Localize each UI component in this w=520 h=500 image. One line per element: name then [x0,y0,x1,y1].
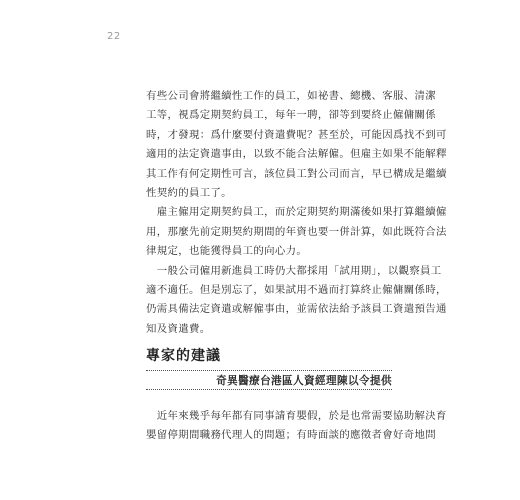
body-line: 性契約的員工了。 [146,186,232,199]
body-line: 適用的法定資遣事由，以致不能合法解僱。但雇主如果不能解釋 [146,148,447,161]
body-line: 適不適任。但是別忘了，如果試用不過而打算終止僱傭關係時， [146,283,447,296]
page-number: 22 [107,31,121,42]
body-line: 仍需具備法定資遣或解僱事由，並需依法給予該員工資遣預告通 [146,303,447,316]
dotted-divider-bottom [146,389,392,390]
dotted-divider-top [146,370,392,371]
body-text [146,87,447,339]
body-line: 律規定，也能獲得員工的向心力。 [146,245,308,258]
section-heading: 專家的建議 [146,348,221,364]
section-attribution: 奇異醫療台港區人資經理陳以令提供 [216,375,392,387]
expert-advice-text [146,407,447,446]
advice-line: 嬰留停期間職務代理人的問題；有時面談的應徵者會好奇地問 [146,429,436,442]
body-line: 雇主僱用定期契約員工，而於定期契約期滿後如果打算繼續僱 [146,206,447,219]
advice-line: 近年來幾乎每年都有同事請育嬰假，於是也常需要協助解決育 [146,410,447,422]
body-line: 知及資遣費。 [146,322,211,335]
body-line: 有些公司會將繼續性工作的員工，如祕書、總機、客服、清潔 [146,90,436,102]
body-line: 時，才發現：爲什麼要付資遣費呢？甚至於，可能因爲找不到可 [146,128,447,141]
body-line: 工等，視爲定期契約員工，每年一聘，卻等到要終止僱傭關係 [146,109,436,122]
body-line: 一般公司僱用新進員工時仍大都採用「試用期」，以觀察員工 [146,264,442,277]
body-line: 其工作有何定期性可言，該位員工對公司而言，早已構成是繼續 [146,167,447,180]
body-line: 用，那麼先前定期契約期間的年資也要一併計算，如此既符合法 [146,225,447,238]
